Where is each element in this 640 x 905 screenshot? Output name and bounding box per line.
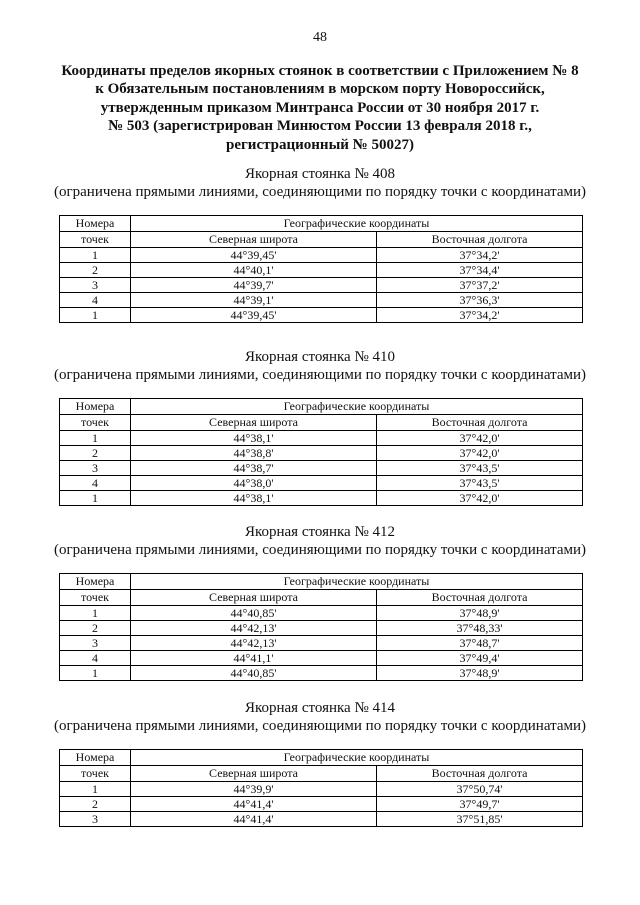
point-cell: 1 [60,606,131,621]
table-row [60,666,583,681]
title-line: Координаты пределов якорных стоянок в соответствии с Приложением № 8 [61,63,579,79]
header-latitude: Северная широта [131,232,377,248]
table-row [60,446,583,461]
section-description: (ограничена прямыми линиями, соединяющими по порядку точки с координатами) [53,718,587,734]
anchorage-414-section [0,699,640,827]
table-row [60,461,583,476]
longitude-cell: 37°48,33' [377,621,583,636]
page-number: 48 [313,30,327,45]
title-line: утвержденным приказом Минтранса России от 30 ноября 2017 г. [100,99,540,116]
title-line: регистрационный № 50027) [226,136,414,153]
point-cell: 1 [60,308,131,323]
table-row [60,797,583,812]
longitude-cell: 37°34,4' [377,263,583,278]
coordinates-table [59,573,583,681]
table-row [60,476,583,491]
longitude-cell: 37°48,9' [377,606,583,621]
section-heading: Якорная стоянка № 410 [244,349,396,365]
latitude-cell: 44°42,13' [131,636,377,651]
point-cell: 1 [60,431,131,446]
latitude-cell: 44°41,4' [131,797,377,812]
point-cell: 1 [60,248,131,263]
header-longitude: Восточная долгота [377,590,583,606]
longitude-cell: 37°42,0' [377,446,583,461]
latitude-cell: 44°39,1' [131,293,377,308]
header-point-number: Номера [60,399,131,415]
table-row [60,782,583,797]
section-heading: Якорная стоянка № 414 [244,700,396,716]
header-longitude: Восточная долгота [377,415,583,431]
longitude-cell: 37°48,9' [377,666,583,681]
longitude-cell: 37°37,2' [377,278,583,293]
longitude-cell: 37°34,2' [377,308,583,323]
table-row [60,431,583,446]
title-line: № 503 (зарегистрирован Минюстом России 13 февраля 2018 г., [108,118,532,135]
latitude-cell: 44°41,4' [131,812,377,827]
table-row [60,263,583,278]
longitude-cell: 37°42,0' [377,491,583,506]
latitude-cell: 44°38,1' [131,431,377,446]
point-cell: 3 [60,812,131,827]
anchorage-412-section [0,523,640,681]
header-geo-coords: Географические координаты [131,750,583,766]
longitude-cell: 37°43,5' [377,461,583,476]
latitude-cell: 44°39,45' [131,248,377,263]
section-heading: Якорная стоянка № 412 [244,524,396,540]
latitude-cell: 44°42,13' [131,621,377,636]
header-geo-coords: Географические координаты [131,399,583,415]
anchorage-410-section [0,348,640,506]
coordinates-table [59,398,583,506]
longitude-cell: 37°48,7' [377,636,583,651]
header-latitude: Северная широта [131,766,377,782]
coordinates-table [59,749,583,827]
table-row [60,248,583,263]
point-cell: 3 [60,461,131,476]
table-row [60,308,583,323]
latitude-cell: 44°40,1' [131,263,377,278]
latitude-cell: 44°38,7' [131,461,377,476]
point-cell: 1 [60,782,131,797]
longitude-cell: 37°42,0' [377,431,583,446]
table-row [60,491,583,506]
header-latitude: Северная широта [131,590,377,606]
section-description: (ограничена прямыми линиями, соединяющими по порядку точки с координатами) [53,542,587,558]
table-row [60,606,583,621]
latitude-cell: 44°38,8' [131,446,377,461]
point-cell: 1 [60,666,131,681]
latitude-cell: 44°39,45' [131,308,377,323]
point-cell: 4 [60,651,131,666]
table-row [60,293,583,308]
header-latitude: Северная широта [131,415,377,431]
longitude-cell: 37°34,2' [377,248,583,263]
header-point-number-2: точек [60,415,131,431]
table-row [60,812,583,827]
title-line: к Обязательным постановлениям в морском порту Новороссийск, [95,81,545,98]
section-description: (ограничена прямыми линиями, соединяющими по порядку точки с координатами) [53,184,587,200]
point-cell: 2 [60,621,131,636]
point-cell: 3 [60,278,131,293]
point-cell: 3 [60,636,131,651]
point-cell: 2 [60,263,131,278]
table-row [60,636,583,651]
latitude-cell: 44°39,9' [131,782,377,797]
table-row [60,651,583,666]
longitude-cell: 37°49,7' [377,797,583,812]
latitude-cell: 44°41,1' [131,651,377,666]
document-title [40,62,600,154]
header-geo-coords: Географические координаты [131,216,583,232]
header-point-number: Номера [60,574,131,590]
header-point-number-2: точек [60,232,131,248]
latitude-cell: 44°38,1' [131,491,377,506]
latitude-cell: 44°38,0' [131,476,377,491]
longitude-cell: 37°49,4' [377,651,583,666]
header-longitude: Восточная долгота [377,232,583,248]
latitude-cell: 44°40,85' [131,666,377,681]
longitude-cell: 37°50,74' [377,782,583,797]
section-heading: Якорная стоянка № 408 [244,166,396,182]
point-cell: 4 [60,476,131,491]
latitude-cell: 44°40,85' [131,606,377,621]
section-description: (ограничена прямыми линиями, соединяющими по порядку точки с координатами) [53,367,587,383]
header-longitude: Восточная долгота [377,766,583,782]
header-geo-coords: Географические координаты [131,574,583,590]
table-row [60,621,583,636]
header-point-number: Номера [60,750,131,766]
header-point-number-2: точек [60,766,131,782]
coordinates-table [59,215,583,323]
point-cell: 2 [60,446,131,461]
longitude-cell: 37°43,5' [377,476,583,491]
longitude-cell: 37°36,3' [377,293,583,308]
header-point-number-2: точек [60,590,131,606]
longitude-cell: 37°51,85' [377,812,583,827]
point-cell: 2 [60,797,131,812]
anchorage-408-section [0,165,640,323]
latitude-cell: 44°39,7' [131,278,377,293]
header-point-number: Номера [60,216,131,232]
point-cell: 4 [60,293,131,308]
table-row [60,278,583,293]
point-cell: 1 [60,491,131,506]
